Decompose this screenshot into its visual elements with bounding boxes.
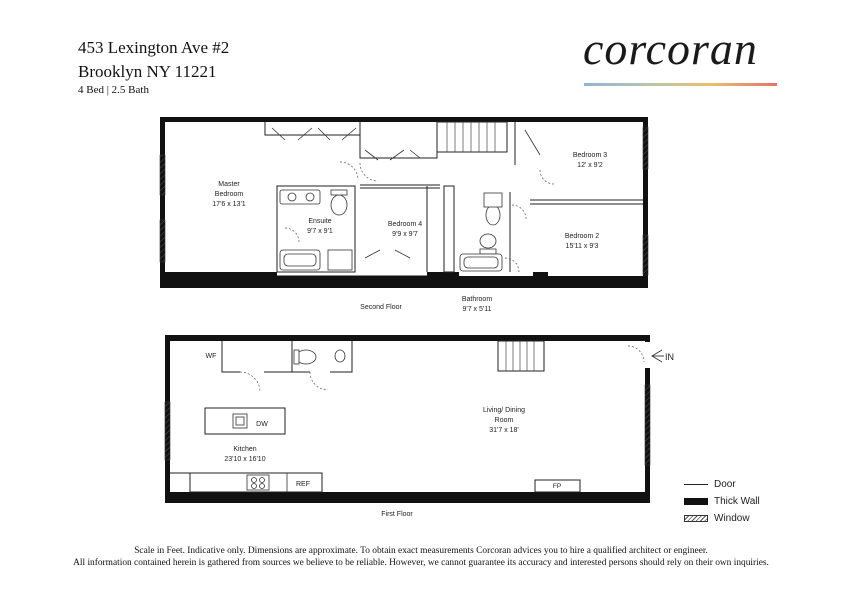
entry-arrow-icon [652, 350, 664, 362]
kitchen-dims: 23'10 x 16'10 [224, 456, 266, 463]
bedroom-4-name: Bedroom 4 [387, 221, 423, 228]
legend-thick-wall-label: Thick Wall [714, 496, 760, 507]
legend-window-label: Window [714, 513, 750, 524]
fireplace-label: FP [552, 483, 562, 490]
first-floor-top-wall [165, 335, 650, 341]
window-swatch [684, 515, 708, 522]
legend-thick-wall [684, 493, 760, 510]
window [165, 402, 170, 460]
legend-door [684, 476, 760, 493]
disclaimer-line-1: Scale in Feet. Indicative only. Dimensions are approximate. To obtain exact measurements Corcoran advices you to hire a qualified architect or engineer. [134, 546, 708, 556]
address-line-2: Brooklyn NY 11221 [78, 62, 217, 81]
second-floor-left-wall [160, 117, 165, 288]
window [643, 127, 648, 169]
living-room-name2: Room [494, 417, 514, 424]
legend-door-label: Door [714, 479, 736, 490]
entry-label: IN [665, 352, 674, 362]
second-floor-top-wall [160, 117, 648, 122]
window [160, 220, 165, 262]
bedroom-3-dims: 12' x 9'2 [577, 162, 603, 169]
bedroom-2-dims: 15'11 x 9'3 [565, 243, 599, 250]
kitchen-name: Kitchen [233, 446, 257, 453]
master-bedroom-name1: Master [218, 181, 240, 188]
bedroom-3-name: Bedroom 3 [572, 152, 608, 159]
bedroom-4-dims: 9'9 x 9'7 [392, 231, 418, 238]
brand-logo: corcoran [583, 23, 758, 74]
master-bedroom-name2: Bedroom [214, 191, 244, 198]
second-floor-label: Second Floor [360, 304, 402, 311]
window [643, 235, 648, 275]
dishwasher-label: DW [256, 421, 268, 428]
bedroom-2-name: Bedroom 2 [564, 233, 600, 240]
plan-legend [684, 476, 760, 527]
first-floor-bottom-wall [165, 492, 650, 503]
door-swatch [684, 484, 708, 485]
first-floor-plan [165, 335, 674, 518]
ensuite-name: Ensuite [308, 218, 332, 225]
living-room-name1: Living/ Dining [482, 407, 526, 414]
ensuite-dims: 9'7 x 9'1 [307, 228, 333, 235]
refrigerator-label: REF [296, 481, 310, 488]
master-bedroom-dims: 17'6 x 13'1 [212, 201, 246, 208]
bathroom-name: Bathroom [461, 296, 493, 303]
washer-fixture-label: WF [205, 353, 217, 360]
legend-window [684, 510, 760, 527]
second-floor-plan [160, 117, 648, 313]
address-line-1: 453 Lexington Ave #2 [78, 38, 230, 57]
first-floor-label: First Floor [381, 511, 413, 518]
disclaimer-line-2: All information contained herein is gathered from sources we believe to be reliable. However, we cannot guarantee its accuracy and interested persons should rely on their own inquiries. [73, 558, 769, 568]
window [645, 385, 650, 465]
bathroom-dims: 9'7 x 5'11 [462, 306, 492, 313]
living-room-dims: 31'7 x 18' [489, 427, 519, 434]
bed-bath-summary: 4 Bed | 2.5 Bath [78, 84, 149, 96]
window [160, 155, 165, 195]
thick-wall-swatch [684, 498, 708, 505]
